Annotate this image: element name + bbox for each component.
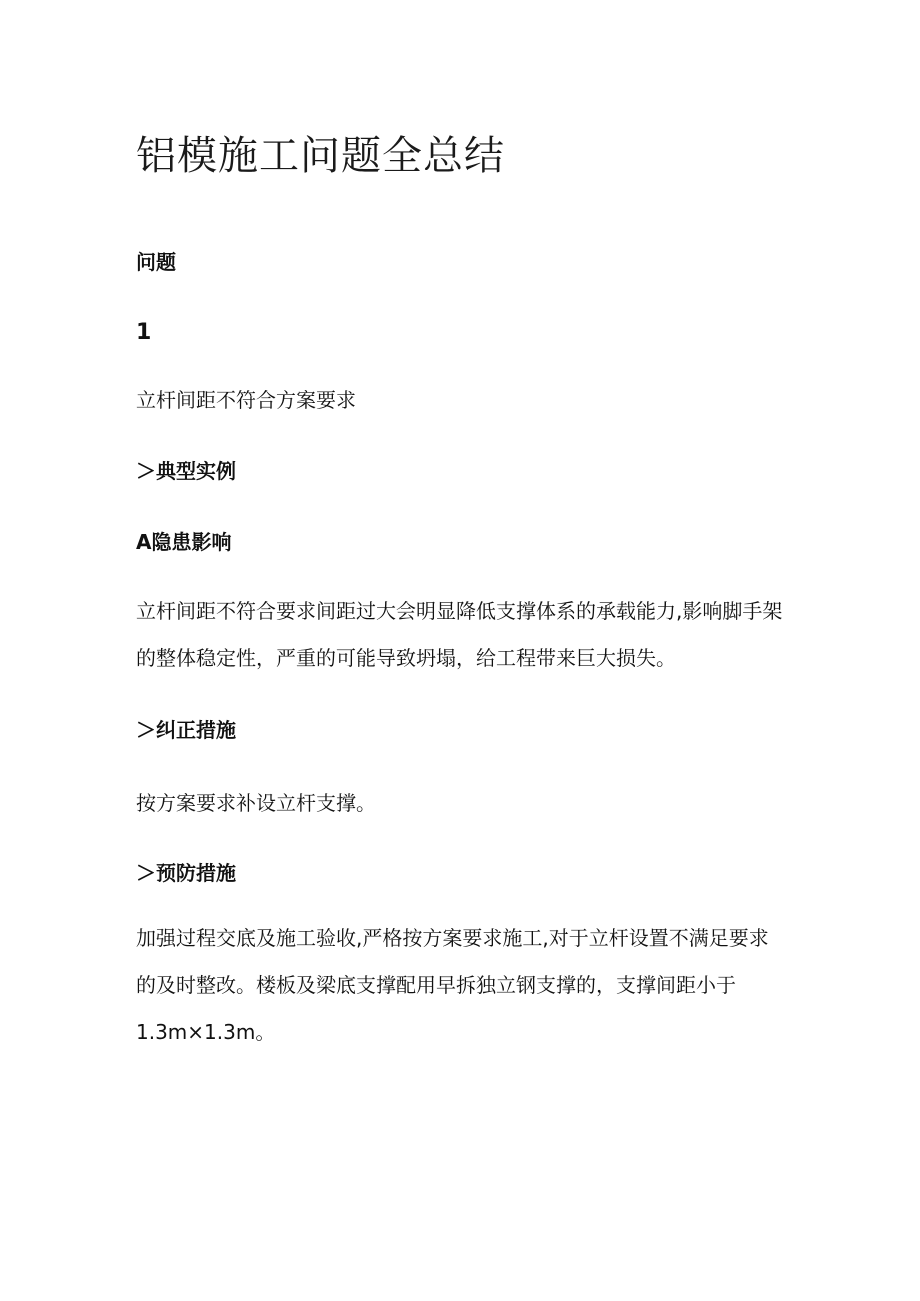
- corrective-measures-heading: ＞纠正措施: [136, 718, 236, 742]
- paragraph-line: 的整体稳定性，严重的可能导致坍塌，给工程带来巨大损失。: [136, 646, 676, 670]
- hazard-impact-heading: A隐患影响: [136, 530, 232, 554]
- paragraph-line: 加强过程交底及施工验收,严格按方案要求施工,对于立杆设置不满足要求: [136, 926, 769, 950]
- paragraph-line: 1.3m×1.3m。: [136, 1020, 276, 1044]
- document-title: 铝模施工问题全总结: [136, 133, 505, 179]
- corrective-measures-paragraph: [136, 780, 796, 827]
- paragraph-line: 立杆间距不符合要求间距过大会明显降低支撑体系的承载能力,影响脚手架: [136, 599, 783, 623]
- hazard-impact-paragraph: [136, 588, 796, 682]
- issue-title: 立杆间距不符合方案要求: [136, 388, 356, 412]
- preventive-measures-paragraph: [136, 915, 796, 1056]
- paragraph-line: 按方案要求补设立杆支撑。: [136, 791, 376, 815]
- typical-example-heading: ＞典型实例: [136, 459, 236, 483]
- paragraph-line: 的及时整改。楼板及梁底支撑配用早拆独立钢支撑的，支撑间距小于: [136, 973, 736, 997]
- issue-number: 1: [136, 320, 152, 345]
- preventive-measures-heading: ＞预防措施: [136, 861, 236, 885]
- section-label: 问题: [136, 250, 176, 274]
